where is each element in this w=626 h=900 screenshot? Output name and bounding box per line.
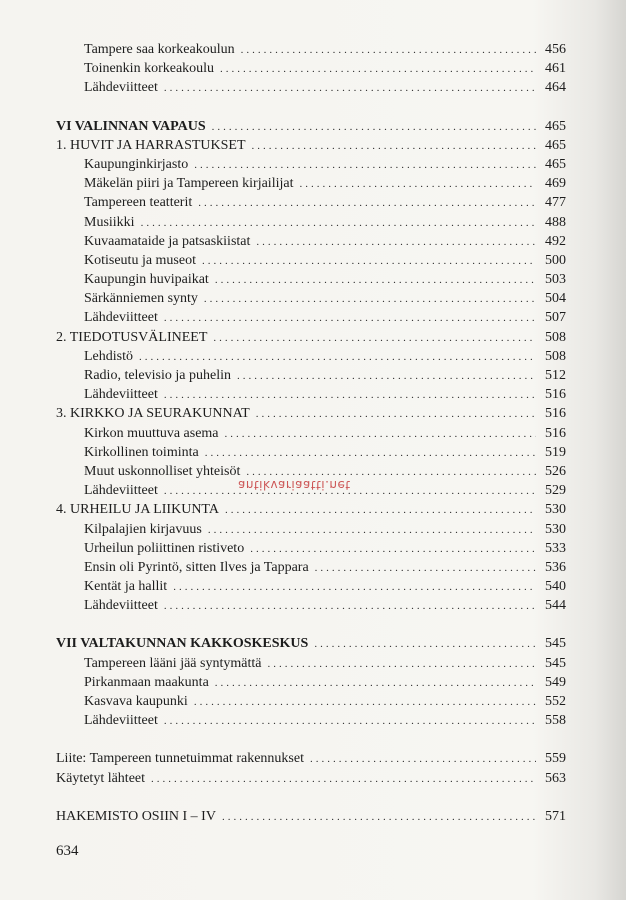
toc-entry-title: Lähdeviitteet	[84, 598, 158, 614]
dot-leader	[225, 501, 536, 520]
toc-entry-page: 558	[545, 713, 566, 729]
dot-leader	[225, 425, 536, 444]
dot-leader	[241, 41, 536, 60]
toc-entry-title: Kaupungin huvipaikat	[84, 272, 209, 288]
toc-entry	[56, 136, 566, 155]
dot-leader	[164, 712, 536, 731]
toc-entry-title: Musiikki	[84, 214, 135, 230]
dot-leader	[173, 578, 536, 597]
toc-entry-title: VI VALINNAN VAPAUS	[56, 118, 206, 134]
toc-entry-title: Mäkelän piiri ja Tampereen kirjailijat	[84, 176, 294, 192]
page-number: 634	[56, 843, 79, 859]
toc-entry	[56, 692, 566, 711]
toc-entry-page: 545	[545, 636, 566, 652]
toc-entry-page: 571	[545, 808, 566, 824]
toc-entry	[56, 193, 566, 212]
toc-entry	[56, 539, 566, 558]
toc-entry	[56, 577, 566, 596]
toc-entry-title: Kaupunginkirjasto	[84, 156, 189, 172]
dot-leader	[198, 194, 536, 213]
toc-entry	[56, 174, 566, 193]
toc-entry	[56, 78, 566, 97]
toc-entry-title: Kirkollinen toiminta	[84, 444, 199, 460]
toc-entry	[56, 711, 566, 730]
toc-entry-page: 477	[545, 195, 566, 211]
toc-entry-title: Käytetyt lähteet	[56, 770, 146, 786]
toc-entry-page: 465	[545, 118, 566, 134]
toc-entry	[56, 328, 566, 347]
toc-entry-title: Toinenkin korkeakoulu	[84, 61, 215, 77]
toc-entry	[56, 213, 566, 232]
toc-entry	[56, 500, 566, 519]
toc-entry-title: Särkänniemen synty	[84, 291, 198, 307]
toc-entry-title: Lähdeviitteet	[84, 80, 158, 96]
dot-leader	[237, 367, 536, 386]
toc-entry-page: 544	[545, 598, 566, 614]
toc-entry-page: 469	[545, 176, 566, 192]
watermark: antikvariaatti.net	[238, 478, 351, 492]
toc-entry	[56, 520, 566, 539]
toc-entry	[56, 155, 566, 174]
toc-entry-page: 465	[545, 156, 566, 172]
toc-entry-page: 549	[545, 674, 566, 690]
toc-entry-page: 519	[545, 444, 566, 460]
toc-entry	[56, 347, 566, 366]
dot-leader	[220, 60, 536, 79]
toc-entry-page: 526	[545, 463, 566, 479]
dot-leader	[208, 521, 536, 540]
toc-entry	[56, 424, 566, 443]
dot-leader	[256, 233, 536, 252]
toc-entry	[56, 654, 566, 673]
toc-entry-title: VII VALTAKUNNAN KAKKOSKESKUS	[56, 636, 309, 652]
toc-entry	[56, 366, 566, 385]
toc-entry-page: 500	[545, 252, 566, 268]
toc-entry	[56, 558, 566, 577]
toc-entry-title: Kasvava kaupunki	[84, 694, 188, 709]
toc-entry-title: Kuvaamataide ja patsaskiistat	[84, 233, 251, 249]
toc-entry-page: 530	[545, 521, 566, 537]
toc-entry	[56, 807, 566, 826]
toc-entry-title: Kirkon muuttuva asema	[84, 425, 219, 441]
toc-entry	[56, 251, 566, 270]
toc-entry-page: 456	[545, 42, 566, 57]
toc-entry-page: 545	[545, 655, 566, 671]
toc-entry-page: 508	[545, 329, 566, 345]
toc-entry-page: 465	[545, 137, 566, 153]
toc-entry-title: Lähdeviitteet	[84, 713, 158, 729]
toc-entry-page: 507	[545, 310, 566, 326]
dot-leader	[215, 271, 536, 290]
toc-entry-title: HAKEMISTO OSIIN I – IV	[56, 808, 216, 824]
toc-entry-page: 512	[545, 368, 566, 383]
toc-entry-page: 488	[545, 214, 566, 230]
toc-entry-title: 4. URHEILU JA LIIKUNTA	[56, 502, 219, 518]
toc-entry	[56, 117, 566, 136]
toc-entry	[56, 443, 566, 462]
toc-entry-title: Pirkanmaan maakunta	[84, 674, 209, 690]
toc-entry-page: 552	[545, 694, 566, 709]
toc-entry-page: 503	[545, 272, 566, 288]
dot-leader	[314, 635, 536, 654]
toc-entry-title: Lehdistö	[84, 348, 133, 364]
toc-entry	[56, 596, 566, 615]
dot-leader	[205, 444, 536, 463]
toc-entry-title: Tampereen lääni jää syntymättä	[84, 655, 262, 671]
section-gap	[56, 615, 566, 634]
dot-leader	[141, 214, 536, 233]
toc-entry-page: 516	[545, 387, 566, 403]
dot-leader	[164, 386, 536, 405]
toc-entry-title: 1. HUVIT JA HARRASTUKSET	[56, 137, 246, 153]
toc-entry-page: 504	[545, 291, 566, 307]
dot-leader	[212, 118, 536, 137]
toc-entry-title: Kotiseutu ja museot	[84, 252, 196, 268]
toc-entry-page: 461	[545, 61, 566, 77]
toc-entry-page: 529	[545, 483, 566, 499]
toc-entry	[56, 769, 566, 788]
toc-entry	[56, 232, 566, 251]
toc-entry-page: 563	[545, 770, 566, 786]
dot-leader	[222, 808, 536, 827]
dot-leader	[139, 348, 536, 367]
dot-leader	[252, 137, 536, 156]
toc-entry-title: 3. KIRKKO JA SEURAKUNNAT	[56, 406, 250, 422]
toc-entry-title: Urheilun poliittinen ristiveto	[84, 540, 245, 556]
dot-leader	[164, 597, 536, 616]
toc-entry	[56, 270, 566, 289]
section-gap	[56, 788, 566, 807]
dot-leader	[204, 290, 536, 309]
toc-entry	[56, 634, 566, 653]
toc-entry	[56, 59, 566, 78]
toc-entry-title: Tampereen teatterit	[84, 195, 193, 211]
toc-entry-title: Liite: Tampereen tunnetuimmat rakennukset	[56, 751, 304, 767]
toc-entry-page: 508	[545, 348, 566, 364]
section-gap	[56, 730, 566, 749]
dot-leader	[194, 156, 536, 175]
toc-entry	[56, 289, 566, 308]
toc-entry-title: Lähdeviitteet	[84, 387, 158, 403]
toc-entry	[56, 308, 566, 327]
dot-leader	[310, 750, 536, 769]
dot-leader	[250, 540, 536, 559]
toc-entry-page: 559	[545, 751, 566, 767]
dot-leader	[267, 655, 536, 674]
dot-leader	[194, 693, 536, 712]
dot-leader	[151, 770, 536, 789]
dot-leader	[202, 252, 536, 271]
toc-entry-title: Lähdeviitteet	[84, 483, 158, 499]
toc-entry	[56, 40, 566, 59]
dot-leader	[215, 674, 536, 693]
toc-entry	[56, 404, 566, 423]
toc-entry-page: 533	[545, 540, 566, 556]
dot-leader	[213, 329, 536, 348]
toc-entry-page: 492	[545, 233, 566, 249]
table-of-contents	[56, 40, 566, 826]
toc-entry-page: 464	[545, 80, 566, 96]
section-gap	[56, 98, 566, 117]
toc-entry-title: Kentät ja hallit	[84, 579, 168, 595]
toc-entry-title: Tampere saa korkeakoulun	[84, 42, 235, 57]
toc-entry-page: 540	[545, 579, 566, 595]
toc-entry	[56, 385, 566, 404]
toc-entry-page: 530	[545, 502, 566, 518]
toc-entry-title: 2. TIEDOTUSVÄLINEET	[56, 329, 208, 345]
toc-entry-title: Lähdeviitteet	[84, 310, 158, 326]
toc-entry-title: Muut uskonnolliset yhteisöt	[84, 463, 241, 479]
toc-entry-page: 536	[545, 559, 566, 575]
toc-entry-page: 516	[545, 425, 566, 441]
toc-entry-title: Radio, televisio ja puhelin	[84, 368, 231, 383]
dot-leader	[256, 405, 536, 424]
dot-leader	[164, 79, 536, 98]
dot-leader	[164, 309, 536, 328]
toc-entry-page: 516	[545, 406, 566, 422]
toc-entry-title: Ensin oli Pyrintö, sitten Ilves ja Tappara	[84, 559, 309, 575]
toc-entry	[56, 749, 566, 768]
toc-entry	[56, 673, 566, 692]
dot-leader	[299, 175, 536, 194]
toc-entry-title: Kilpalajien kirjavuus	[84, 521, 202, 537]
dot-leader	[315, 559, 536, 578]
